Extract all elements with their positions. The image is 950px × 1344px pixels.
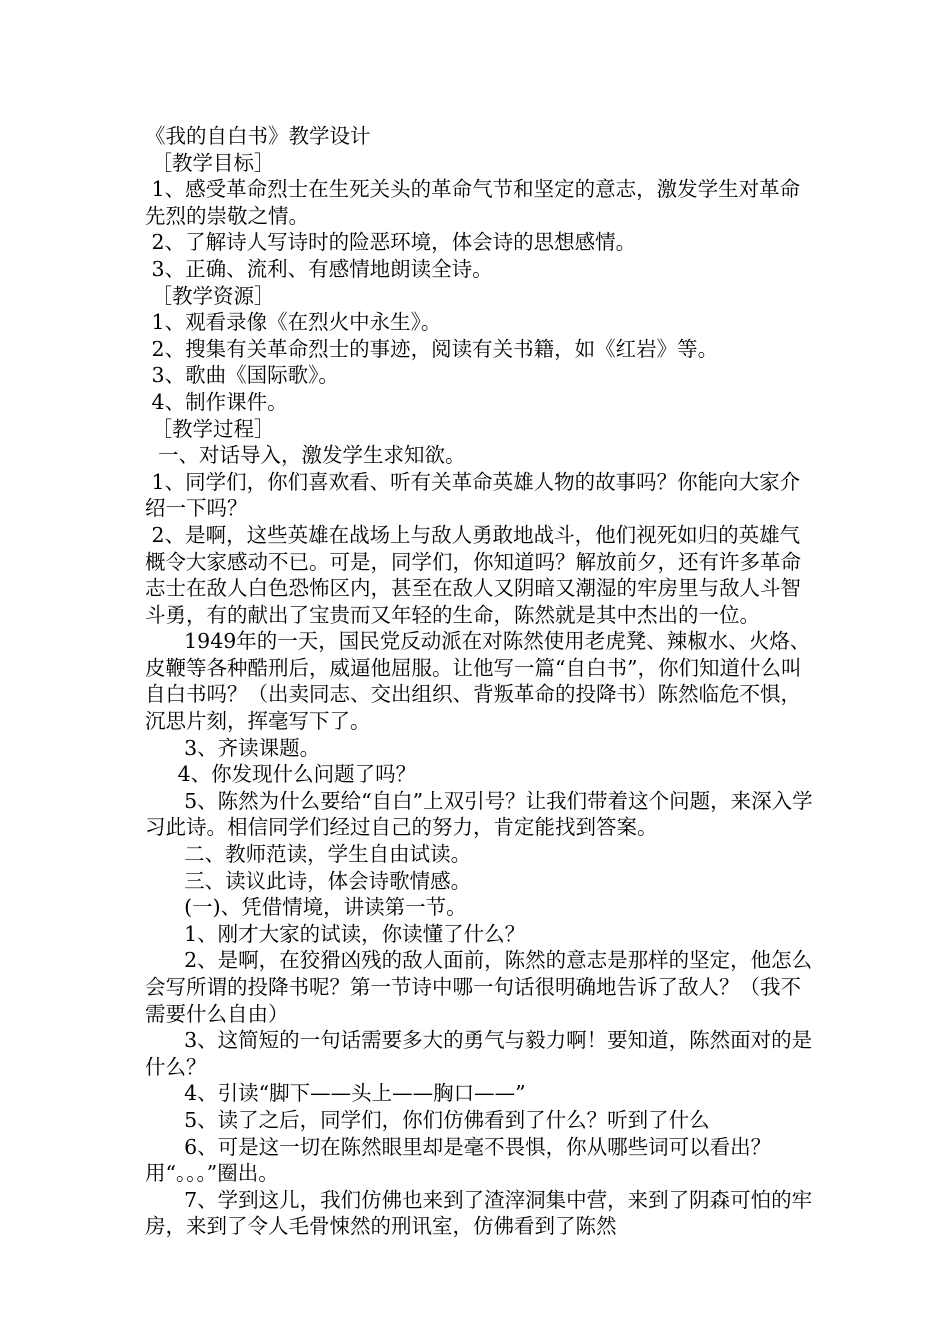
paragraph: 4、制作课件。 bbox=[145, 389, 288, 414]
paragraph: 2、是啊，这些英雄在战场上与敌人勇敢地战斗，他们视死如归的英雄气概令大家感动不已。可是，同学们，你知道吗？解放前夕，还有许多革命志士在敌人白色恐怖区内，甚至在敌人又阴暗又潮湿的牢房里与敌人斗智斗勇，有的献出了宝贵而又年轻的生命，陈然就是其中杰出的一位。 bbox=[145, 522, 801, 627]
heading-process: ［教学过程］ bbox=[145, 416, 275, 441]
paragraph: (一)、凭借情境，讲读第一节。 bbox=[145, 895, 467, 920]
paragraph: 二、教师范读，学生自由试读。 bbox=[145, 842, 472, 867]
paragraph: 2、搜集有关革命烈士的事迹，阅读有关书籍，如《红岩》等。 bbox=[145, 336, 719, 361]
paragraph: 2、是啊，在狡猾凶残的敌人面前，陈然的意志是那样的坚定，他怎么会写所谓的投降书呢？第一节诗中哪一句话很明确地告诉了敌人？（我不需要什么自由） bbox=[145, 948, 813, 1026]
paragraph: 3、正确、流利、有感情地朗读全诗。 bbox=[145, 256, 493, 281]
paragraph: 3、这简短的一句话需要多大的勇气与毅力啊！要知道，陈然面对的是什么？ bbox=[145, 1028, 813, 1079]
paragraph: 5、读了之后，同学们，你们仿佛看到了什么？听到了什么 bbox=[145, 1107, 710, 1132]
document-body bbox=[145, 123, 817, 1240]
paragraph: 1949年的一天，国民党反动派在对陈然使用老虎凳、辣椒水、火烙、皮鞭等各种酷刑后，威逼他屈服。让他写一篇“自白书”，你们知道什么叫自白书吗？（出卖同志、交出组织、背叛革命的投降书）陈然临危不惧，沉思片刻，挥毫写下了。 bbox=[145, 629, 811, 734]
paragraph: 4、你发现什么问题了吗？ bbox=[145, 762, 417, 787]
heading-resources: ［教学资源］ bbox=[145, 283, 275, 308]
paragraph: 6、可是这一切在陈然眼里却是毫不畏惧，你从哪些词可以看出？用“。。。”圈出。 bbox=[145, 1134, 772, 1186]
paragraph: 1、同学们，你们喜欢看、听有关革命英雄人物的故事吗？你能向大家介绍一下吗？ bbox=[145, 469, 801, 521]
paragraph: 7、学到这儿，我们仿佛也来到了渣滓洞集中营，来到了阴森可怕的牢房，来到了令人毛骨悚然的刑讯室，仿佛看到了陈然 bbox=[145, 1187, 813, 1239]
paragraph: 一、对话导入，激发学生求知欲。 bbox=[145, 443, 466, 468]
paragraph: 2、了解诗人写诗时的险恶环境，体会诗的思想感情。 bbox=[145, 230, 637, 255]
paragraph: 三、读议此诗，体会诗歌情感。 bbox=[145, 868, 472, 893]
paragraph: 1、刚才大家的试读，你读懂了什么？ bbox=[145, 921, 526, 946]
document-title: 《我的自白书》教学设计 bbox=[145, 124, 371, 148]
heading-objectives: ［教学目标］ bbox=[145, 150, 275, 175]
paragraph: 5、陈然为什么要给“自白”上双引号？让我们带着这个问题，来深入学习此诗。相信同学们经过自己的努力，肯定能找到答案。 bbox=[145, 788, 813, 840]
paragraph: 3、齐读课题。 bbox=[145, 735, 321, 760]
paragraph: 1、观看录像《在烈火中永生》。 bbox=[145, 310, 442, 335]
paragraph: 3、歌曲《国际歌》。 bbox=[145, 363, 339, 388]
paragraph: 1、感受革命烈士在生死关头的革命气节和坚定的意志，激发学生对革命先烈的崇敬之情。 bbox=[145, 177, 801, 228]
paragraph: 4、引读“脚下——头上——胸口——” bbox=[145, 1081, 526, 1106]
